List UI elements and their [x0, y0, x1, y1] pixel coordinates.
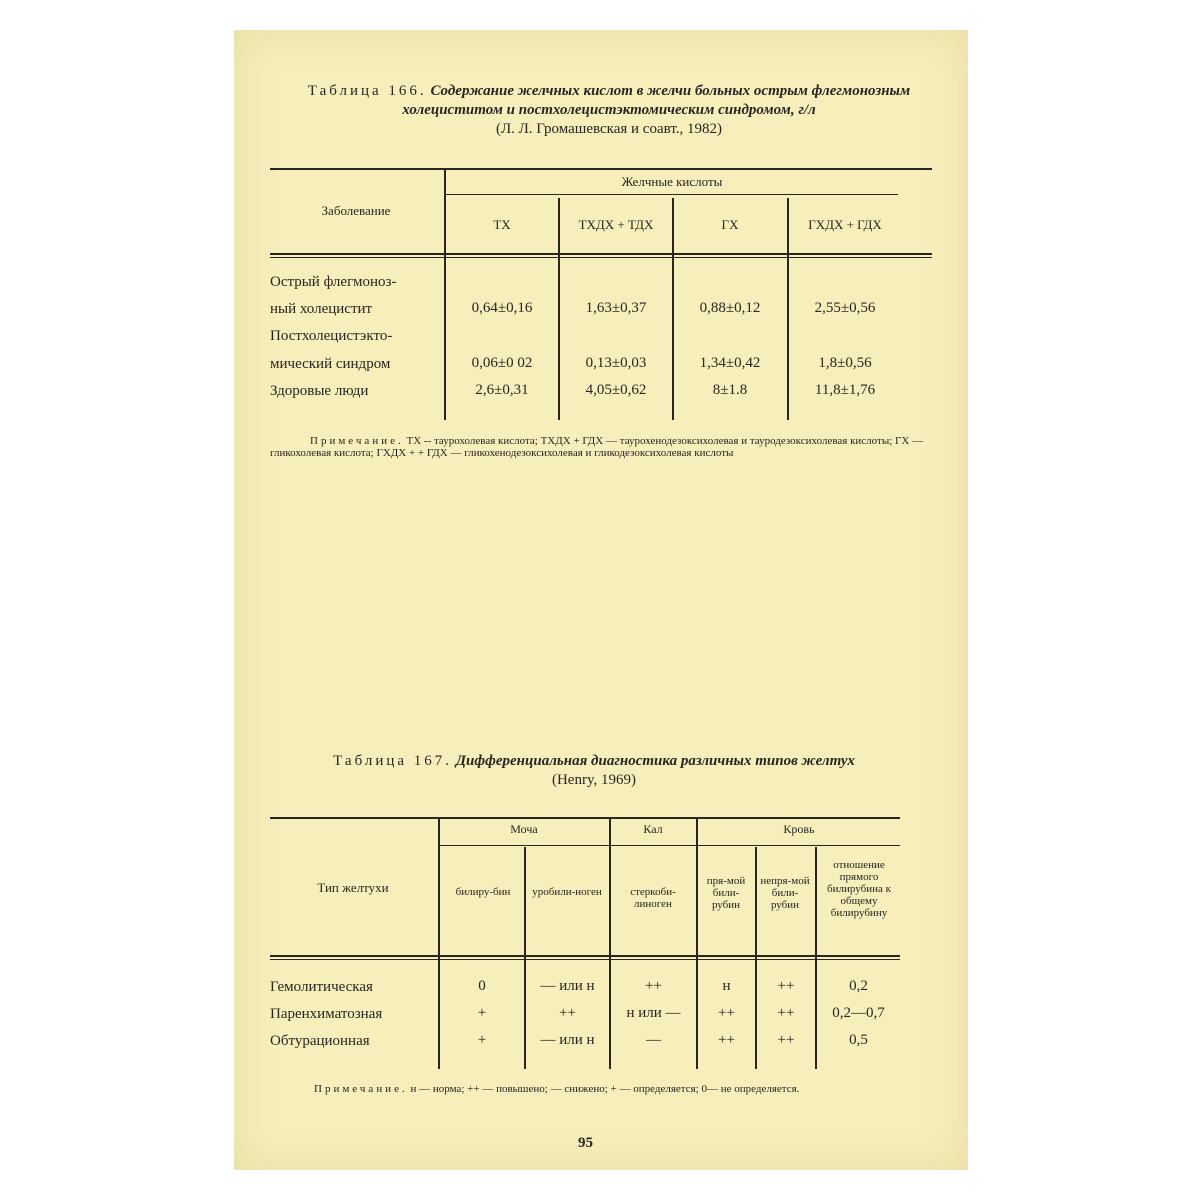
- table167-caption: [314, 752, 874, 790]
- table167-cell: ++: [777, 1005, 795, 1021]
- table167-source: (Henry, 1969): [551, 772, 636, 788]
- table167-note-text: н — норма; ++ — повышено; — снижено; + — определяется; 0— не определяется.: [410, 1083, 800, 1095]
- table167-cell: ++: [718, 1032, 735, 1048]
- table166-col-gxdx-gdx: ГХДХ + ГДХ: [808, 217, 882, 232]
- table166-note-lead: Примечание.: [310, 435, 404, 447]
- table167-col-urobilinogen: уробили-ноген: [532, 886, 602, 898]
- table167-header-type: Тип желтухи: [317, 880, 389, 895]
- table167-col-bilirubin: билиру-бин: [455, 886, 511, 898]
- table167-note-lead: Примечание.: [314, 1083, 408, 1095]
- table167-cell: н или —: [626, 1005, 681, 1021]
- table166-cell: 0,06±0 02: [471, 355, 533, 371]
- table166-col-txdx-tdx: ТХДХ + ТДХ: [578, 217, 654, 232]
- table166-cell: 0,64±0,16: [471, 300, 533, 316]
- table167-cell: —: [646, 1032, 661, 1048]
- table167-cell: ++: [777, 978, 795, 994]
- table166-row-label: Здоровые люди: [270, 383, 369, 399]
- table166-cell: 2,55±0,56: [814, 300, 876, 316]
- table166-row-label: Постхолецистэкто-: [270, 328, 393, 344]
- table167-cell: — или н: [540, 1032, 595, 1048]
- table166-row-label: мический синдром: [270, 356, 391, 372]
- table166-caption: [284, 82, 934, 139]
- table166-row-label: ный холецистит: [270, 301, 373, 317]
- table167-cell: 0,2—0,7: [832, 1005, 885, 1021]
- table166-cell: 8±1.8: [712, 382, 748, 398]
- table167-title: Дифференциальная диагностика различных типов желтух: [455, 753, 855, 769]
- table167-cell: 0: [478, 978, 486, 994]
- table167-row-label: Обтурационная: [270, 1033, 370, 1049]
- table167-cell: 0,2: [849, 978, 868, 994]
- table166-header-disease: Заболевание: [321, 203, 391, 218]
- table166-col-tx: ТХ: [493, 217, 511, 232]
- table166-cell: 11,8±1,76: [814, 382, 876, 398]
- table167-cell: — или н: [540, 978, 595, 994]
- table167-row-label: Паренхиматозная: [270, 1006, 383, 1022]
- table166-cell: 0,88±0,12: [699, 300, 761, 316]
- table166-cell: 2,6±0,31: [475, 382, 529, 398]
- table166-cell: 4,05±0,62: [585, 382, 647, 398]
- table167-group-urine: Моча: [510, 822, 538, 836]
- table166-title: Содержание желчных кислот в желчи больных острым флегмонозным холециститом и постхолецистэктомическим синдромом, г/л: [402, 83, 911, 118]
- table167-col-direct-bilirubin: пря-мой били-рубин: [706, 875, 746, 911]
- table167-number: Таблица 167.: [333, 753, 453, 769]
- table166-header-group: Желчные кислоты: [621, 174, 723, 189]
- book-page: [234, 30, 968, 1170]
- table167-cell: ++: [777, 1032, 795, 1048]
- table166-cell: 1,63±0,37: [585, 300, 647, 316]
- table167-cell: ++: [718, 1005, 735, 1021]
- table166-cell: 1,8±0,56: [818, 355, 872, 371]
- table166-cell: 1,34±0,42: [699, 355, 761, 371]
- table166-col-gx: ГХ: [721, 217, 739, 232]
- table166-cell: 0,13±0,03: [585, 355, 647, 371]
- table167-group-blood: Кровь: [783, 822, 815, 836]
- table166-source: (Л. Л. Громашевская и соавт., 1982): [495, 121, 723, 137]
- table167-row-label: Гемолитическая: [270, 979, 373, 995]
- table166-note-text: ТХ -- таурохолевая кислота; ТХДХ + ГДХ — таурохенодезоксихолевая и тауродезоксихолевая кислоты; ГХ — гликохолевая кислота; ГХДХ + + ГДХ — гликохенодезоксихолевая и гликодезоксихолевая кислоты: [270, 435, 924, 459]
- table167-cell: +: [477, 1005, 487, 1021]
- table167-cell: н: [722, 978, 731, 994]
- page-number: 95: [578, 1135, 593, 1151]
- table167-cell: 0,5: [849, 1032, 868, 1048]
- table167-group-stool: Кал: [643, 822, 663, 836]
- table167-note: [274, 1083, 900, 1095]
- table166-row-label: Острый флегмоноз-: [270, 274, 397, 290]
- table167-cell: ++: [559, 1005, 576, 1021]
- table167-col-stercobilinogen: стеркоби-линоген: [630, 886, 676, 910]
- table166-note: [270, 435, 932, 459]
- table167-col-ratio: отношение прямого билирубина к общему билирубину: [827, 859, 891, 919]
- table166-number: Таблица 166.: [307, 83, 427, 99]
- table167-cell: +: [477, 1032, 487, 1048]
- table167-cell: ++: [645, 978, 662, 994]
- table167-col-indirect-bilirubin: непря-мой били-рубин: [760, 875, 810, 911]
